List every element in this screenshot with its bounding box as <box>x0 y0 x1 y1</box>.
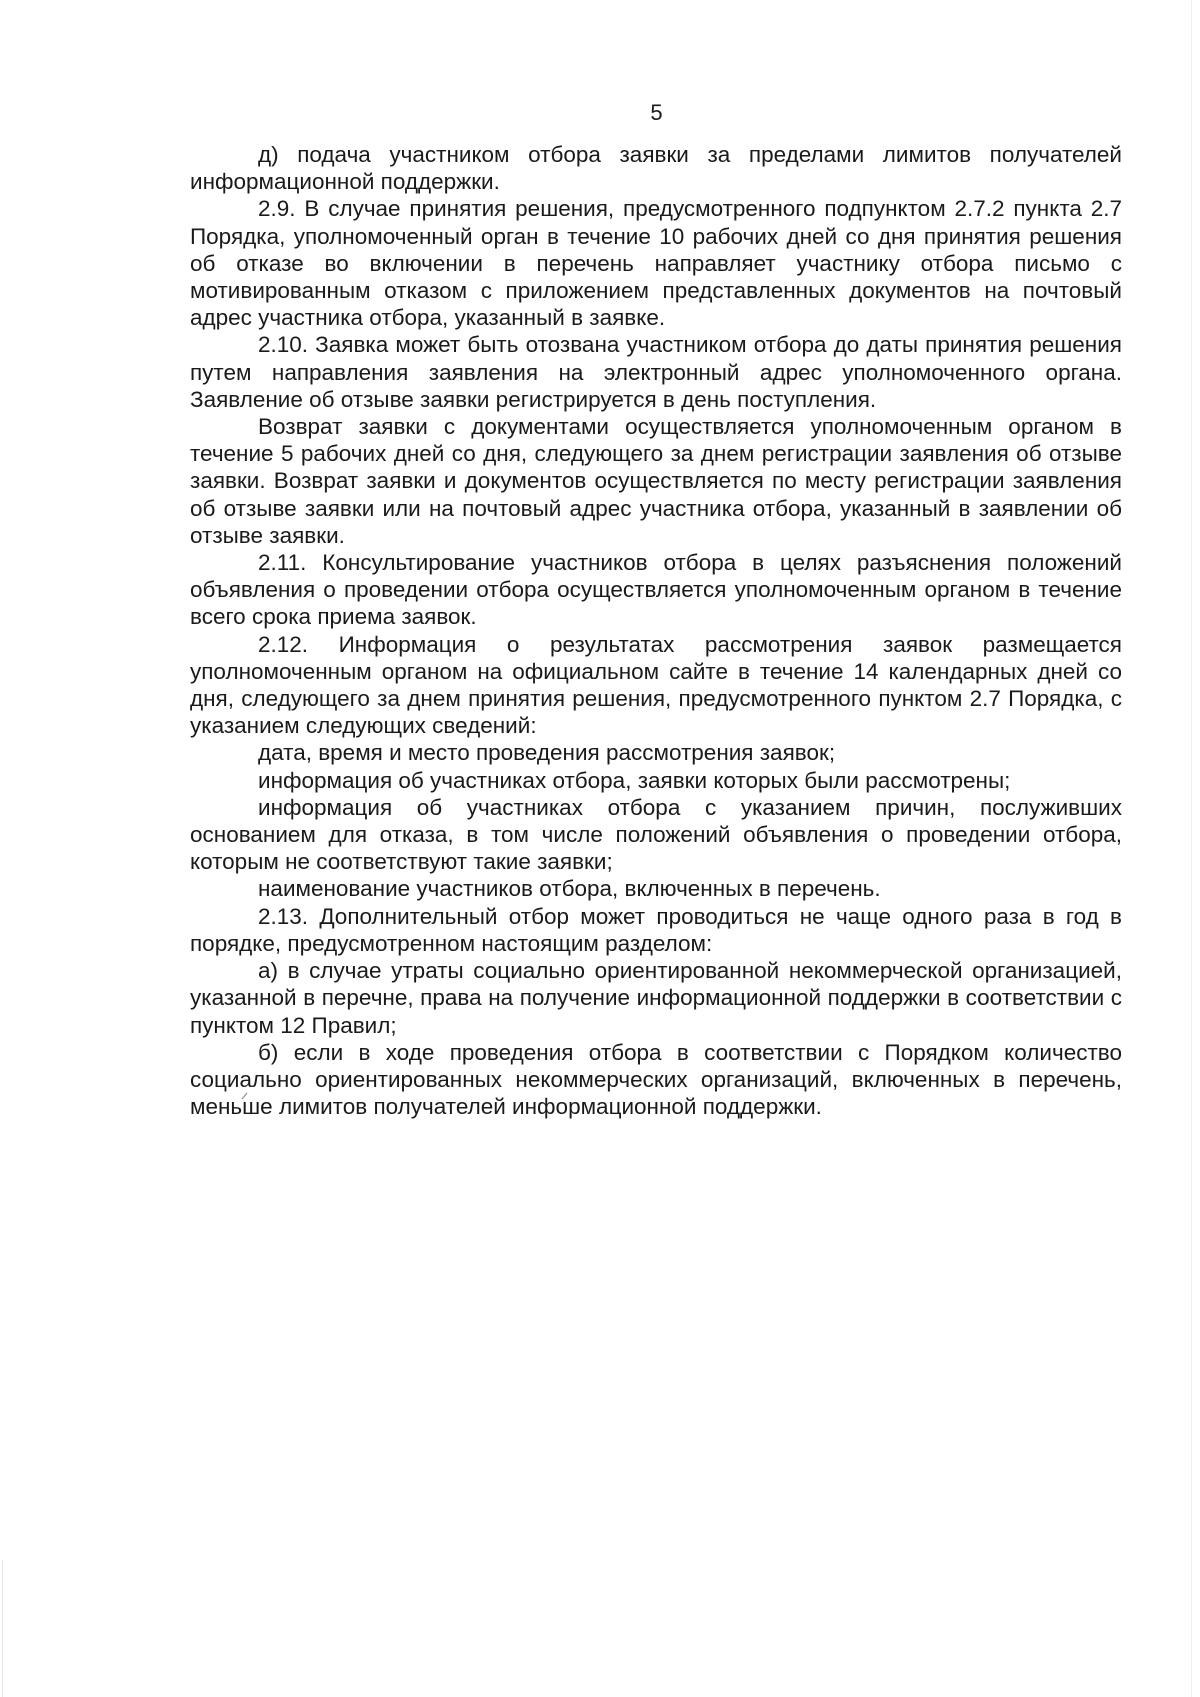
list-item-participants-reviewed: информация об участниках отбора, заявки которых были рассмотрены; <box>258 767 1011 793</box>
paragraph-item-d: д) подача участником отбора заявки за пределами лимитов получателей информационной поддержки. <box>190 142 1122 195</box>
page-number: 5 <box>650 100 663 125</box>
paragraph-2-12: 2.12. Информация о результатах рассмотрения заявок размещается уполномоченным органом на официальном сайте в течение 14 календарных дней со дня, следующего за днем принятия решения, предусмотренного пунктом 2.7 Порядка, с указанием следующих сведений: <box>190 631 1122 739</box>
paragraph-return-of-application: Возврат заявки с документами осуществляется уполномоченным органом в течение 5 рабочих дней со дня, следующего за днем регистрации заявления об отзыве заявки. Возврат заявки и документов осуществляется по месту регистрации заявления об отзыве заявки или на почтовый адрес участника отбора, указанный в заявлении об отзыве заявки. <box>190 414 1122 548</box>
list-item-participants-included: наименование участников отбора, включенных в перечень. <box>258 876 881 902</box>
paragraph-2-11: 2.11. Консультирование участников отбора в целях разъяснения положений объявления о проведении отбора осуществляется уполномоченным органом в течение всего срока приема заявок. <box>190 550 1122 630</box>
scan-edge-right <box>1191 0 1192 1697</box>
paragraph-2-13: 2.13. Дополнительный отбор может проводиться не чаще одного раза в год в порядке, предусмотренном настоящим разделом: <box>190 903 1122 956</box>
paragraph-item-a: а) в случае утраты социально ориентированной некоммерческой организацией, указанной в перечне, права на получение информационной поддержки в соответствии с пунктом 12 Правил; <box>190 958 1122 1038</box>
paragraph-2-10: 2.10. Заявка может быть отозвана участником отбора до даты принятия решения путем направления заявления на электронный адрес уполномоченного органа. Заявление об отзыве заявки регистрируется в день поступления. <box>190 332 1122 412</box>
paragraph-2-9: 2.9. В случае принятия решения, предусмотренного подпунктом 2.7.2 пункта 2.7 Порядка, уполномоченный орган в течение 10 рабочих дней со дня принятия решения об отказе во включении в перечень направляет участнику отбора письмо с мотивированным отказом с приложением представленных документов на почтовый адрес участника отбора, указанный в заявке. <box>190 196 1122 331</box>
document-body <box>190 141 1122 1120</box>
scan-edge-left <box>2 1560 3 1697</box>
list-item-date-time-place: дата, время и место проведения рассмотрения заявок; <box>258 740 836 766</box>
pen-mark-icon <box>240 1090 250 1100</box>
list-item-refusal-reasons: информация об участниках отбора с указанием причин, послуживших основанием для отказа, в том числе положений объявления о проведении отбора, которым не соответствуют такие заявки; <box>190 794 1122 875</box>
paragraph-item-b: б) если в ходе проведения отбора в соответствии с Порядком количество социально ориентированных некоммерческих организаций, включенных в перечень, меньше лимитов получателей информационной поддержки. <box>190 1039 1122 1120</box>
